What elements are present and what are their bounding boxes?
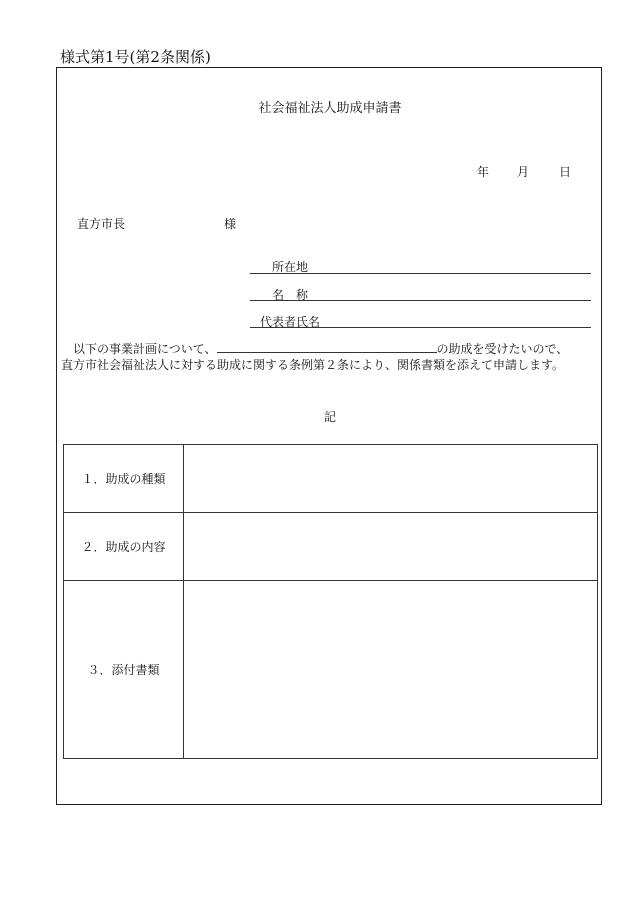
address-field-line[interactable] [250,273,591,274]
attachments-cell[interactable] [184,581,598,759]
name-field-line[interactable] [250,300,591,301]
name-field-label: 名 称 [272,288,309,302]
statement-regulation: 直方市社会福祉法人に対する助成に関する条例第２条により、関係書類を添えて申請します。 [61,358,565,372]
table-row [64,513,598,581]
statement-purpose: の助成を受けたいので、 [436,342,569,356]
statement-intro: 以下の事業計画について、 [73,342,217,356]
subsidy-name-blank[interactable] [217,341,437,353]
representative-field-line[interactable] [250,327,591,328]
representative-field-label: 代表者氏名 [260,315,321,329]
table-row [64,581,598,759]
table-row [64,445,598,513]
subsidy-content-label: ２．助成の内容 [64,513,184,581]
items-table [63,444,598,759]
ki-marker: 記 [323,410,336,424]
application-form-frame [56,67,602,805]
subsidy-type-cell[interactable] [184,445,598,513]
form-number: 様式第1号(第2条関係) [60,48,211,66]
attachments-label: ３．添付書類 [64,581,184,759]
addressee-name: 直方市長 [77,217,126,231]
date-month-label: 月 [517,165,530,179]
date-year-label: 年 [477,165,490,179]
addressee-honorific: 様 [224,217,237,231]
form-title: 社会福祉法人助成申請書 [258,101,402,116]
date-day-label: 日 [559,165,572,179]
request-statement [61,341,601,373]
subsidy-content-cell[interactable] [184,513,598,581]
address-field-label: 所在地 [272,260,309,274]
subsidy-type-label: １．助成の種類 [64,445,184,513]
